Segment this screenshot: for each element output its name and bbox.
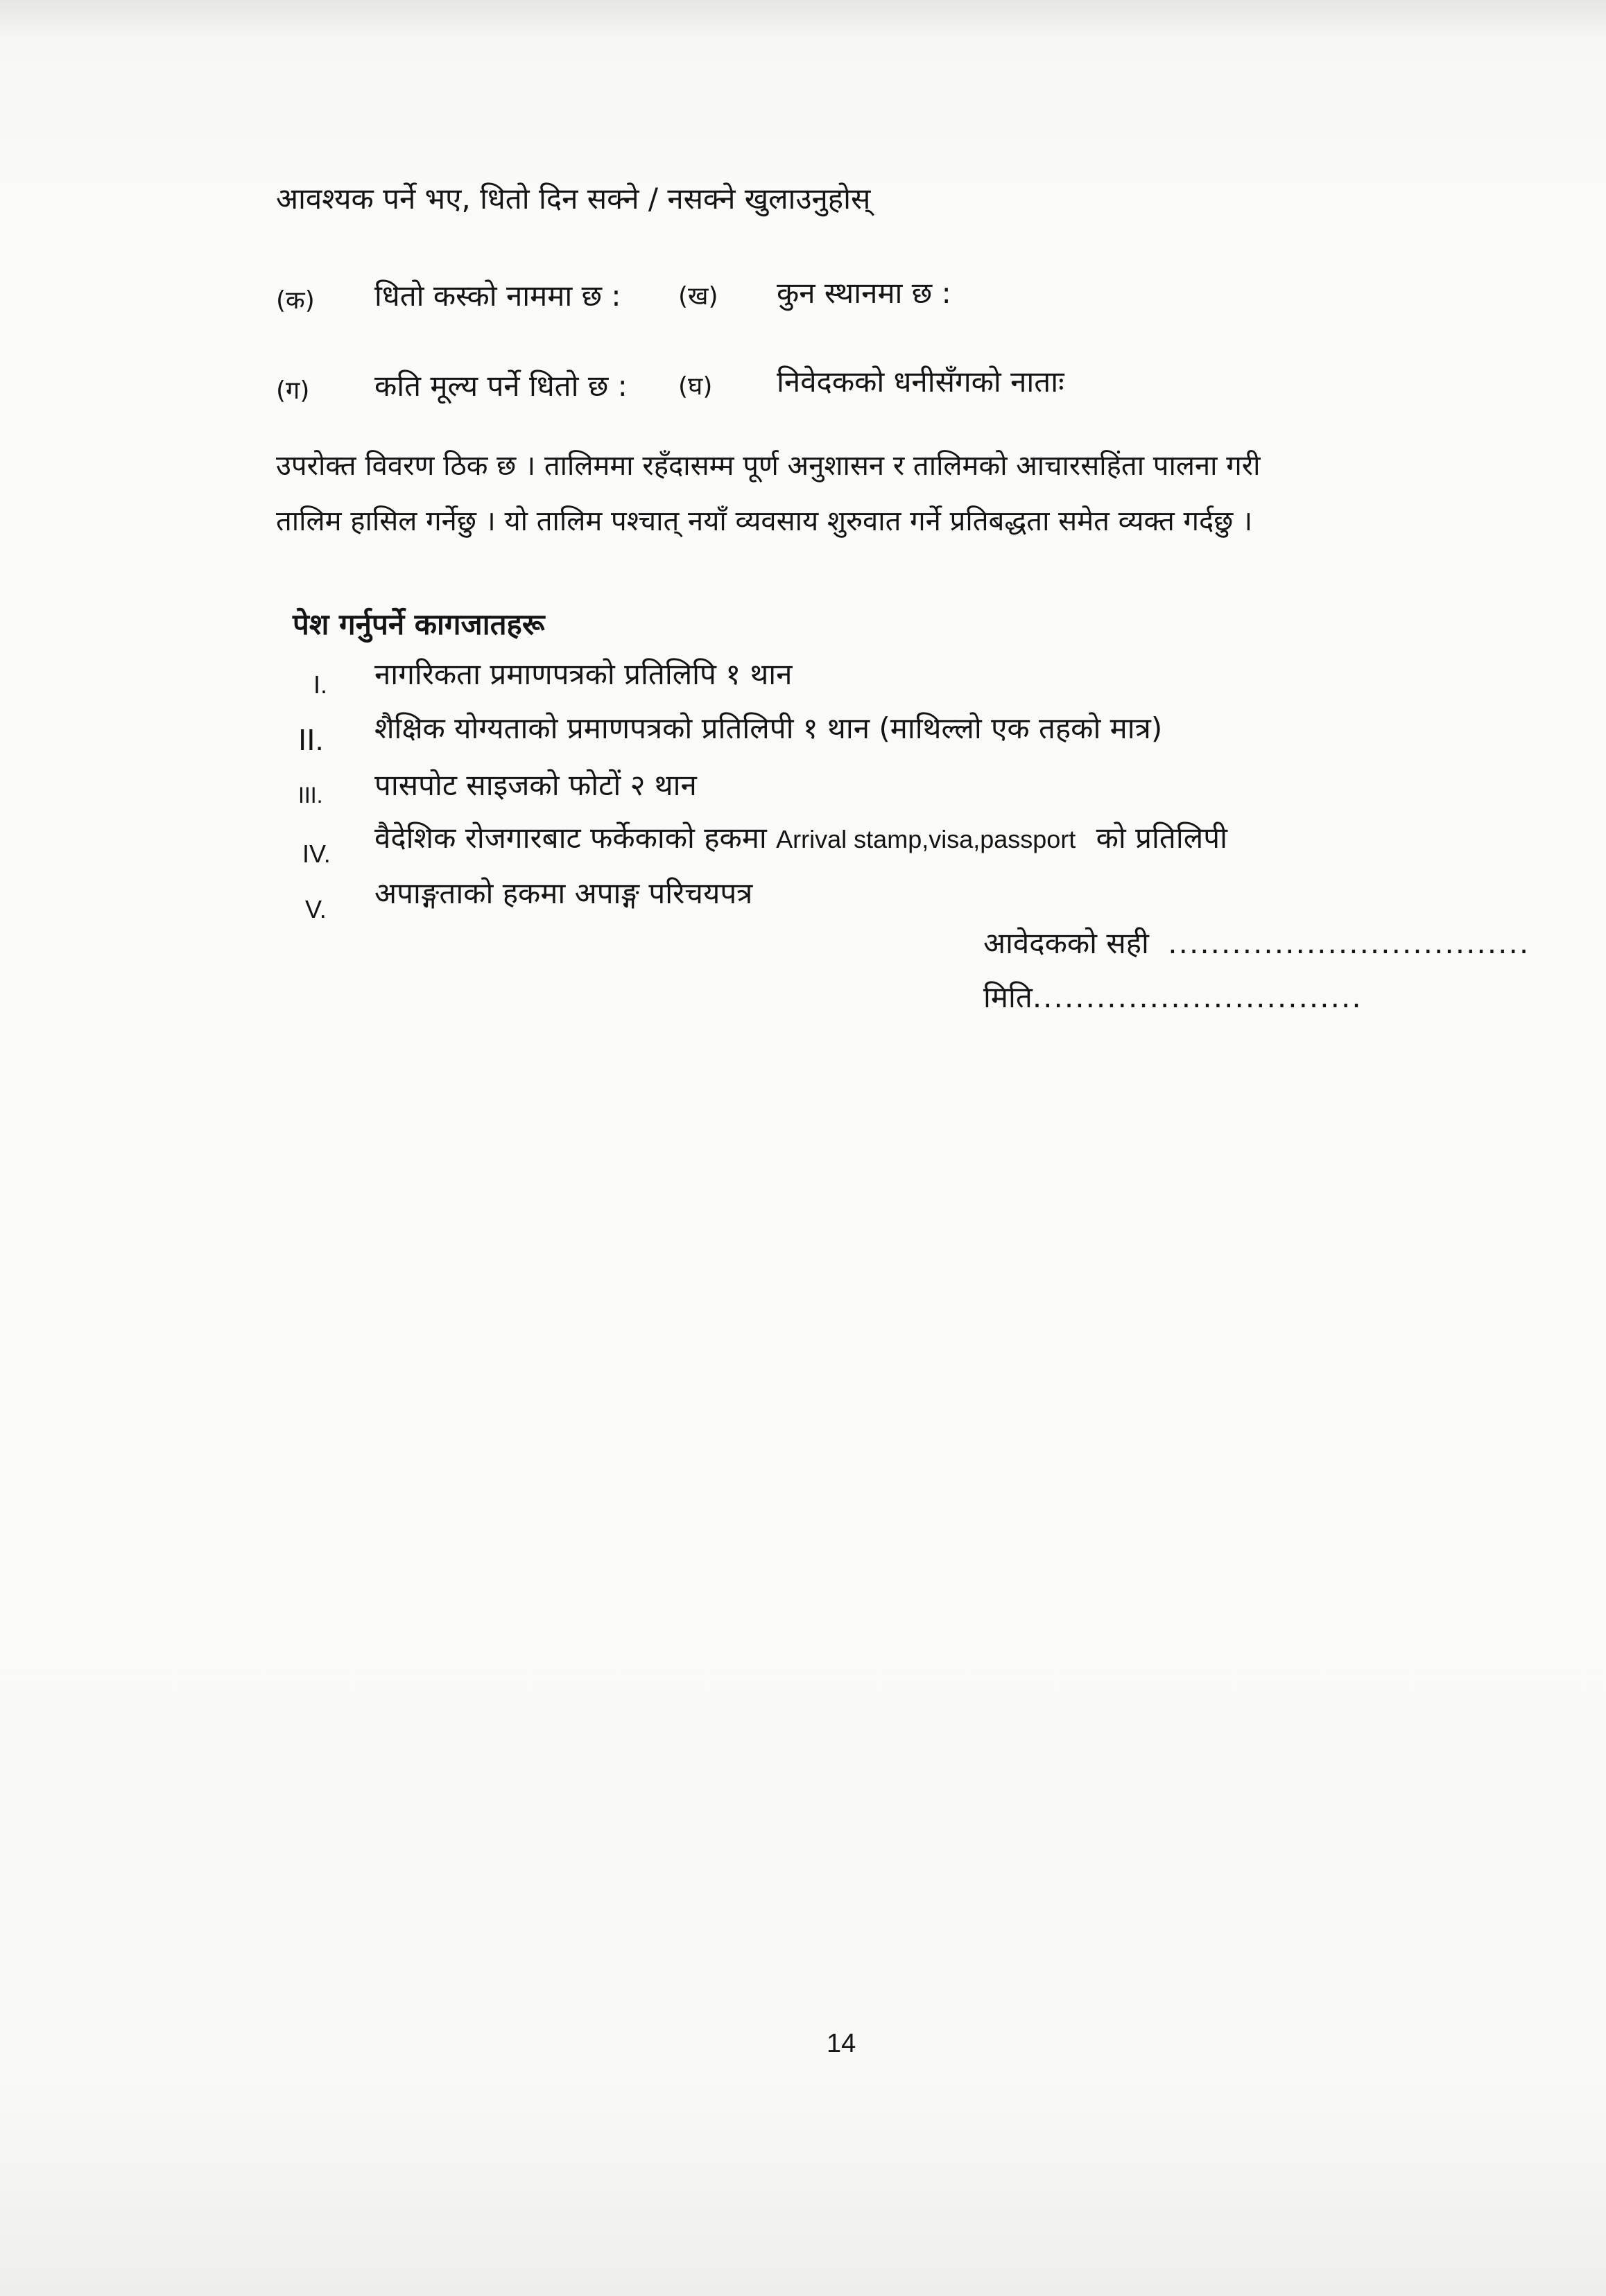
field-label-ga: (ग) bbox=[276, 376, 310, 405]
list-item-text: शैक्षिक योग्यताको प्रमाणपत्रको प्रतिलिपी १ थान (माथिल्लो एक तहको मात्र) bbox=[374, 711, 1163, 745]
field-collateral-location: कुन स्थानमा छ : bbox=[777, 276, 951, 310]
list-item-number: III. bbox=[298, 783, 323, 808]
documents-heading: पेश गर्नुपर्ने कागजातहरू bbox=[293, 607, 545, 641]
list-item-number: V. bbox=[305, 895, 327, 923]
list-item-text: पासपोट साइजको फोटों २ थान bbox=[374, 768, 697, 802]
list-item-number: II. bbox=[298, 723, 324, 757]
declaration-line-2: तालिम हासिल गर्नेछु । यो तालिम पश्चात् नयाँ व्यवसाय शुरुवात गर्ने प्रतिबद्धता समेत व्यक्त गर्दछु । bbox=[276, 505, 1253, 537]
field-owner-relation: निवेदकको धनीसँगको नाताः bbox=[777, 365, 1064, 399]
list-item-text: अपाङ्गताको हकमा अपाङ्ग परिचयपत्र bbox=[374, 876, 753, 910]
date-line bbox=[983, 980, 1363, 1015]
list-item-text-part: वैदेशिक रोजगारबाट फर्केकाको हकमा bbox=[374, 821, 767, 855]
intro-line: आवश्यक पर्ने भए, धितो दिन सक्ने / नसक्ने खुलाउनुहोस् bbox=[276, 182, 871, 216]
list-item-text bbox=[374, 821, 1227, 855]
date-dots: ............................... bbox=[1032, 980, 1363, 1014]
field-label-ka: (क) bbox=[276, 286, 315, 315]
signature-dots: .................................. bbox=[1168, 926, 1530, 960]
page-number: 14 bbox=[827, 2029, 856, 2058]
list-item-latin-text: Arrival stamp,visa,passport bbox=[776, 825, 1076, 853]
list-item-text: नागरिकता प्रमाणपत्रको प्रतिलिपि १ थान bbox=[374, 657, 793, 691]
signature-label: आवेदकको सही bbox=[983, 926, 1149, 960]
field-collateral-owner: धितो कस्को नाममा छ : bbox=[374, 279, 621, 313]
field-label-kha: (ख) bbox=[678, 282, 718, 311]
field-collateral-value: कति मूल्य पर्ने धितो छ : bbox=[374, 369, 628, 403]
list-item-number: IV. bbox=[302, 840, 331, 868]
list-item-text-part: को प्रतिलिपी bbox=[1096, 821, 1227, 855]
field-label-gha: (घ) bbox=[678, 372, 713, 401]
list-item-number: I. bbox=[313, 670, 328, 699]
declaration-line-1: उपरोक्त विवरण ठिक छ । तालिममा रहँदासम्म पूर्ण अनुशासन र तालिमको आचारसहिंता पालना गरी bbox=[276, 450, 1261, 482]
date-label: मिति bbox=[983, 980, 1033, 1014]
signature-line bbox=[983, 926, 1530, 961]
